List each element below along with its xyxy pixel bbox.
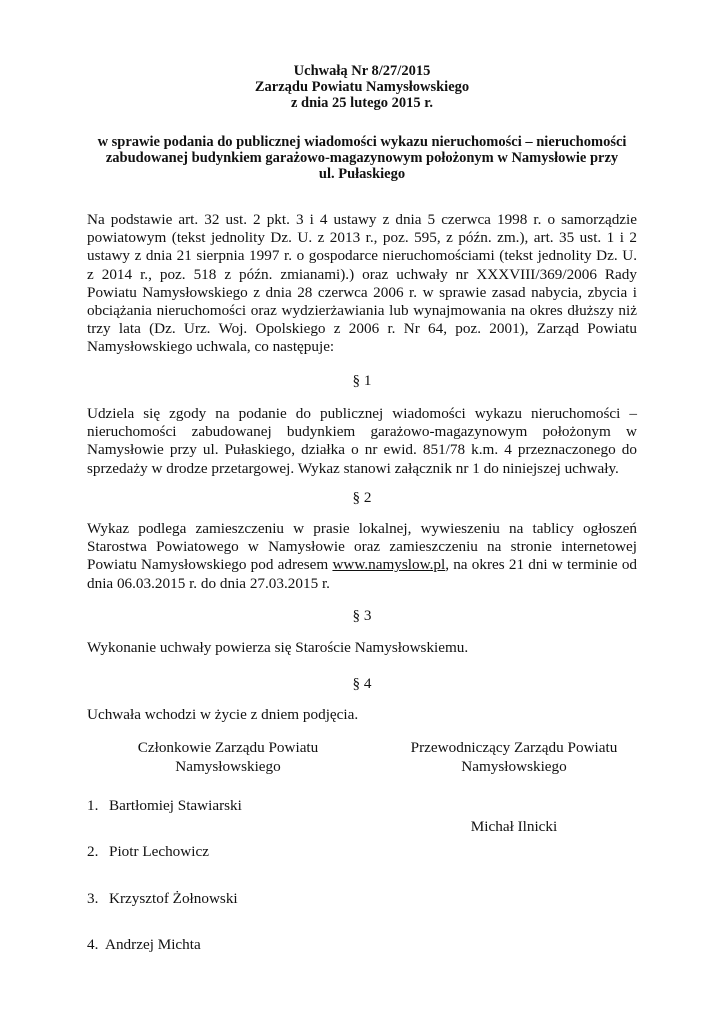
section-2-text: [87, 520, 637, 593]
section-2-mark: § 2: [352, 489, 372, 506]
section-3-mark: § 3: [352, 607, 372, 624]
chair-title-line-2: Namysłowskiego: [461, 757, 567, 775]
chair-title-line-1: Przewodniczący Zarządu Powiatu: [410, 739, 618, 756]
member-number: 2.: [87, 843, 99, 860]
member-name: Andrzej Michta: [105, 936, 201, 953]
member-list-item: [87, 890, 238, 908]
member-list-item: [87, 936, 201, 954]
member-name: Piotr Lechowicz: [109, 843, 209, 860]
resolution-date: z dnia 25 lutego 2015 r.: [290, 95, 434, 111]
section-4-text: Uchwała wchodzi w życie z dniem podjęcia.: [87, 706, 359, 723]
members-title-line-2: Namysłowskiego: [175, 757, 281, 775]
section-2-text-after: , na okres 21 dni w terminie od dnia 06.03.2015 r. do dnia 27.03.2015 r.: [87, 556, 638, 592]
chair-name: Michał Ilnicki: [470, 818, 558, 835]
member-list-item: [87, 797, 242, 815]
member-number: 4.: [87, 936, 99, 953]
members-title-line-1: Członkowie Zarządu Powiatu: [137, 739, 319, 756]
resolution-header: [60, 63, 664, 111]
subject-line-1: w sprawie podania do publicznej wiadomości wykazu nieruchomości – nieruchomości: [97, 134, 627, 150]
section-2-text-before: Wykaz podlega zamieszczeniu w prasie lokalnej, wywieszeniu na tablicy ogłoszeń Starostwa Powiatowego w Namysłowie oraz zamieszczeniu na stronie internetowej Powiatu Namysłowskiego pod adresem: [87, 520, 637, 574]
website-link[interactable]: www.namyslow.pl: [332, 556, 446, 574]
preamble-paragraph: Na podstawie art. 32 ust. 2 pkt. 3 i 4 ustawy z dnia 5 czerwca 1998 r. o samorządzie powiatowym (tekst jednolity Dz. U. z 2013 r., poz. 595, z późn. zm.), art. 35 ust. 1 i 2 ustawy z dnia 21 sierpnia 1997 r. o gospodarce nieruchomościami (tekst jednolity Dz. U. z 2014 r., poz. 518 z późn. zmianami).) oraz uchwały nr XXXVIII/369/2006 Rady Powiatu Namysłowskiego z dnia 28 czerwca 2006 r. w sprawie zasad nabycia, zbycia i obciążania nieruchomości oraz wydzierżawiania lub wynajmowania na okres dłuższy niż trzy lata (Dz. Urz. Woj. Opolskiego z 2006 r. Nr 64, poz. 2001), Zarząd Powiatu Namysłowskiego uchwala, co następuje:: [87, 211, 637, 356]
chair-signature-title: [388, 739, 640, 776]
section-1-mark: § 1: [352, 372, 372, 389]
section-1-text: Udziela się zgody na podanie do publicznej wiadomości wykazu nieruchomości – nieruchomości zabudowanej budynkiem garażowo-magazynowym położonym w Namysłowie przy ul. Pułaskiego, działka o nr ewid. 851/78 k.m. 4 przeznaczonego do sprzedaży w drodze przetargowej. Wykaz stanowi załącznik nr 1 do niniejszej uchwały.: [87, 405, 637, 477]
section-3-text: Wykonanie uchwały powierza się Staroście Namysłowskiemu.: [87, 639, 469, 656]
subject-line-2: zabudowanej budynkiem garażowo-magazynowym położonym w Namysłowie przy: [105, 150, 619, 166]
member-name: Krzysztof Żołnowski: [109, 890, 238, 907]
members-signature-title: [110, 739, 346, 776]
member-number: 1.: [87, 797, 99, 814]
resolution-subject: [40, 134, 684, 182]
resolution-issuer: Zarządu Powiatu Namysłowskiego: [254, 79, 470, 95]
member-name: Bartłomiej Stawiarski: [109, 797, 242, 814]
section-4-mark: § 4: [352, 675, 372, 692]
member-number: 3.: [87, 890, 99, 907]
subject-line-3: ul. Pułaskiego: [318, 166, 406, 182]
member-list-item: [87, 843, 209, 861]
resolution-number: Uchwałą Nr 8/27/2015: [293, 63, 431, 79]
